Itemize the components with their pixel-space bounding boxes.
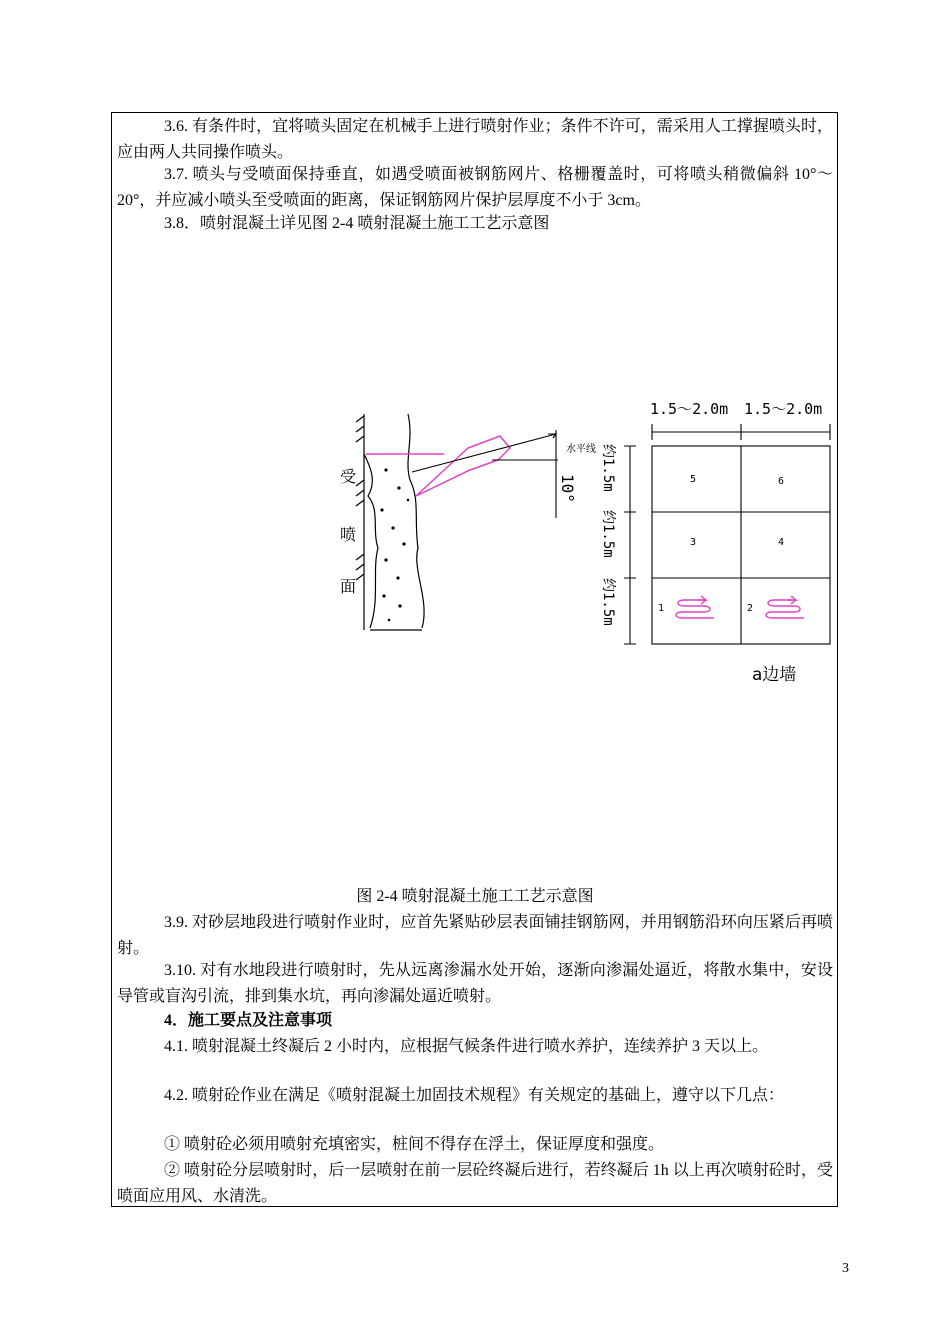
label-pen: 喷	[340, 525, 357, 544]
paragraph-3-7: 3.7. 喷头与受喷面保持垂直，如遇受喷面被钢筋网片、格栅覆盖时，可将喷头稍微偏斜 10°～20°，并应减小喷头至受喷面的距离，保证钢筋网片保护层厚度不小于 3cm。	[117, 166, 833, 209]
side-dimension-bottom: 约1.5m	[600, 578, 616, 626]
side-dimension-middle: 约1.5m	[600, 510, 616, 558]
concrete-aggregate-dots	[380, 468, 409, 621]
reference-lines	[412, 430, 558, 518]
cell-number-5: 5	[690, 474, 697, 485]
cell-number-6: 6	[778, 476, 785, 487]
sprayed-surface-sketch	[356, 414, 424, 630]
label-mian: 面	[340, 577, 357, 596]
wall-label: a边墙	[752, 665, 797, 685]
cell-number-3: 3	[690, 537, 697, 548]
section-heading-4: 4．施工要点及注意事项	[164, 1012, 333, 1029]
cell-number-1: 1	[658, 603, 665, 614]
angle-label: 10°	[558, 474, 577, 503]
top-dimension-left: 1.5～2.0m	[650, 400, 729, 418]
paragraph-4-1: 4.1. 喷射混凝土终凝后 2 小时内，应根据气候条件进行喷水养护，连续养护 3 天以上。	[164, 1038, 769, 1055]
cell-number-4: 4	[778, 537, 785, 548]
figure-caption: 图 2-4 喷射混凝土施工工艺示意图	[356, 888, 594, 905]
spray-path-arrow-1	[676, 596, 714, 618]
paragraph-3-8: 3.8．喷射混凝土详见图 2-4 喷射混凝土施工工艺示意图	[164, 215, 550, 232]
spray-nozzle	[366, 436, 510, 496]
top-dimension-right: 1.5～2.0m	[744, 400, 823, 418]
paragraph-4-2: 4.2. 喷射砼作业在满足《喷射混凝土加固技术规程》有关规定的基础上，遵守以下几点：	[164, 1087, 785, 1104]
paragraph-3-9: 3.9. 对砂层地段进行喷射作业时，应首先紧贴砂层表面铺挂钢筋网，并用钢筋沿环向压紧后再喷射。	[117, 914, 833, 957]
cell-number-2: 2	[747, 603, 754, 614]
page-number: 3	[842, 1261, 849, 1276]
side-dimension-top: 约1.5m	[600, 444, 616, 492]
list-item-2: ② 喷射砼分层喷射时，后一层喷射在前一层砼终凝后进行，若终凝后 1h 以上再次喷射砼时，受喷面应用风、水清洗。	[117, 1162, 833, 1205]
paragraph-3-10: 3.10. 对有水地段进行喷射时，先从远离渗漏水处开始，逐渐向渗漏处逼近，将散水集中，安设导管或盲沟引流，排到集水坑，再向渗漏处逼近喷射。	[117, 962, 833, 1005]
list-item-1: ① 喷射砼必须用喷射充填密实，桩间不得存在浮土，保证厚度和强度。	[164, 1136, 665, 1153]
horizontal-line-label: 水平线	[566, 444, 596, 455]
label-shou: 受	[340, 467, 357, 486]
spray-path-arrow-2	[766, 596, 804, 618]
paragraph-3-6: 3.6. 有条件时，宜将喷头固定在机械手上进行喷射作业；条件不许可，需采用人工撑握喷头时，应由两人共同操作喷头。	[117, 118, 833, 161]
